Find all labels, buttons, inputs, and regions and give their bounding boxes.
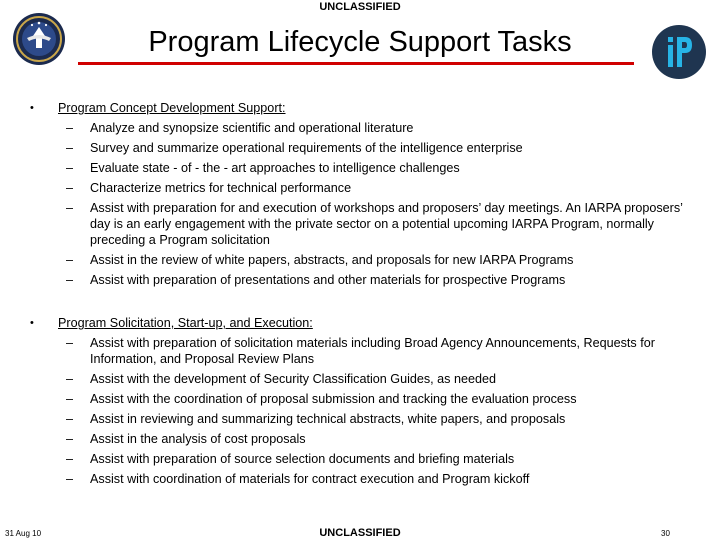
odni-seal-icon bbox=[12, 12, 66, 66]
dash-marker: – bbox=[66, 372, 74, 386]
list-item-text: Assist in the review of white papers, abstracts, and proposals for new IARPA Programs bbox=[90, 253, 574, 267]
list-item bbox=[58, 158, 690, 178]
dash-marker: – bbox=[66, 253, 74, 267]
list-item-text: Assist with the coordination of proposal submission and tracking the evaluation process bbox=[90, 392, 577, 406]
title-underline bbox=[78, 62, 634, 65]
list-item bbox=[58, 198, 690, 250]
dash-marker: – bbox=[66, 161, 74, 175]
section-concept-development bbox=[30, 98, 690, 290]
list-item bbox=[58, 250, 690, 270]
dash-marker: – bbox=[66, 432, 74, 446]
list-item-text: Assist with coordination of materials for contract execution and Program kickoff bbox=[90, 472, 530, 486]
dash-marker: – bbox=[66, 336, 74, 350]
list-item-text: Survey and summarize operational requirements of the intelligence enterprise bbox=[90, 141, 523, 155]
list-item bbox=[58, 409, 690, 429]
dash-marker: – bbox=[66, 472, 74, 486]
list-item-text: Assist in reviewing and summarizing technical abstracts, white papers, and proposals bbox=[90, 412, 566, 426]
list-item bbox=[58, 389, 690, 409]
iarpa-logo-icon bbox=[651, 24, 707, 80]
page-title: Program Lifecycle Support Tasks bbox=[148, 26, 572, 58]
list-item-text: Analyze and synopsize scientific and operational literature bbox=[90, 121, 414, 135]
page-number: 30 bbox=[661, 529, 670, 538]
list-item-text: Evaluate state - of - the - art approaches to intelligence challenges bbox=[90, 161, 460, 175]
list-item-text: Assist in the analysis of cost proposals bbox=[90, 432, 306, 446]
list-item-text: Assist with the development of Security Classification Guides, as needed bbox=[90, 372, 497, 386]
dash-marker: – bbox=[66, 121, 74, 135]
footer-date: 31 Aug 10 bbox=[5, 529, 42, 538]
list-item bbox=[58, 369, 690, 389]
section-heading: Program Concept Development Support: bbox=[58, 101, 286, 115]
list-item bbox=[58, 449, 690, 469]
section-heading: Program Solicitation, Start-up, and Execution: bbox=[58, 316, 313, 330]
list-item bbox=[58, 118, 690, 138]
dash-marker: – bbox=[66, 412, 74, 426]
classification-banner-bottom: UNCLASSIFIED bbox=[319, 527, 401, 539]
dash-marker: – bbox=[66, 141, 74, 155]
list-item bbox=[58, 138, 690, 158]
dash-marker: – bbox=[66, 273, 74, 287]
list-item-text: Assist with preparation of source selection documents and briefing materials bbox=[90, 452, 515, 466]
task-list bbox=[30, 118, 690, 290]
list-item-text: Assist with preparation of solicitation materials including Broad Agency Announcements, Requests for Information, and Proposal Review Plans bbox=[90, 336, 655, 366]
bullet-marker: • bbox=[30, 317, 34, 329]
dash-marker: – bbox=[66, 392, 74, 406]
list-item bbox=[58, 429, 690, 449]
list-item bbox=[58, 270, 690, 290]
list-item bbox=[58, 469, 690, 489]
list-item-text: Characterize metrics for technical performance bbox=[90, 181, 352, 195]
bullet-marker: • bbox=[30, 102, 34, 114]
dash-marker: – bbox=[66, 452, 74, 466]
section-solicitation-execution bbox=[30, 313, 690, 489]
task-list bbox=[30, 333, 690, 489]
classification-banner-top: UNCLASSIFIED bbox=[319, 1, 401, 13]
list-item-text: Assist with preparation for and execution of workshops and proposers’ day meetings. An IARPA proposers’ day is an early engagement with the private sector on a potential upcoming IARPA Program, normally preceding a Program solicitation bbox=[90, 201, 683, 247]
list-item bbox=[58, 333, 690, 369]
dash-marker: – bbox=[66, 201, 74, 215]
dash-marker: – bbox=[66, 181, 74, 195]
list-item-text: Assist with preparation of presentations and other materials for prospective Programs bbox=[90, 273, 566, 287]
list-item bbox=[58, 178, 690, 198]
